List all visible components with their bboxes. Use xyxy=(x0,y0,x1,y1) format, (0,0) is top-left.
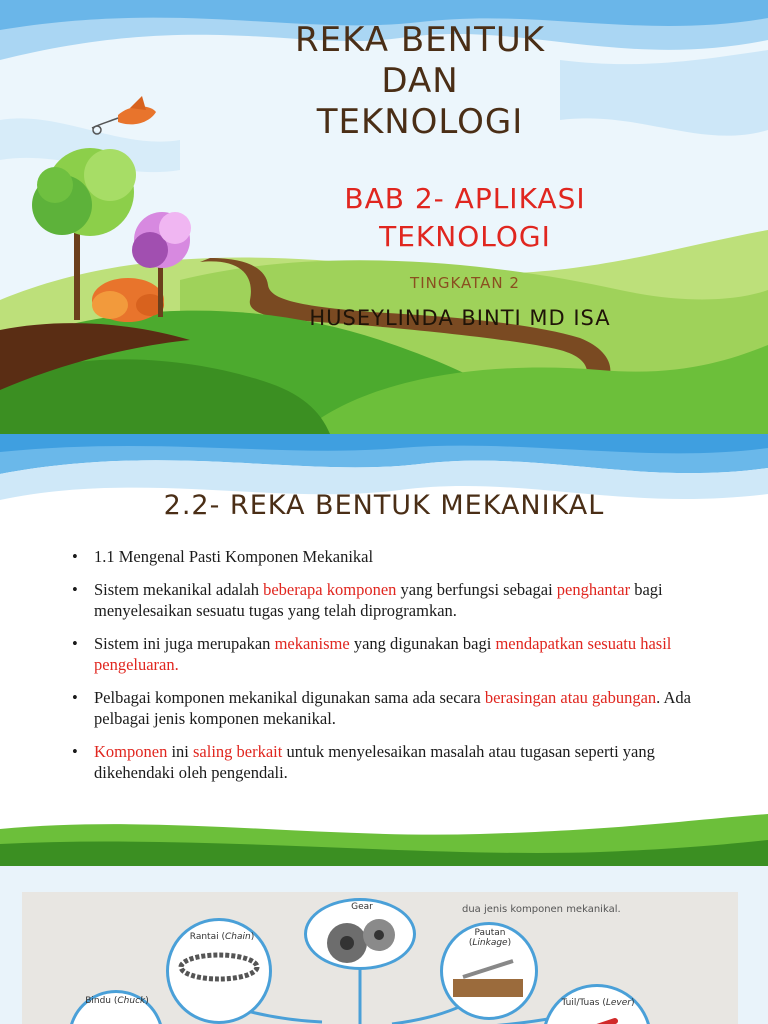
content-slide xyxy=(0,434,768,866)
bullet-icon: • xyxy=(72,742,78,761)
bullet-icon: • xyxy=(72,547,78,566)
list-item: • Sistem mekanikal adalah beberapa komponen yang berfungsi sebagai penghantar bagi menyelesaikan sesuatu tugas yang telah diprogramkan. xyxy=(72,580,663,620)
lever-label: Tuil/Tuas (Lever) xyxy=(561,998,635,1008)
highlight-text: Komponen xyxy=(94,742,168,761)
presentation-title: REKA BENTUK DAN TEKNOLOGI xyxy=(294,20,546,142)
list-item: • Komponen ini saling berkait untuk menyelesaikan masalah atau tugasan seperti yang dikehendaki oleh pengendali. xyxy=(72,742,655,782)
bullet-icon: • xyxy=(72,580,78,599)
highlight-text: beberapa komponen xyxy=(263,580,397,599)
bullet-list xyxy=(72,546,712,795)
bullet-icon: • xyxy=(72,688,78,707)
list-item: • 1.1 Mengenal Pasti Komponen Mekanikal xyxy=(72,547,374,566)
gear-label: Gear xyxy=(351,902,373,912)
linkage-label: Pautan (Linkage) xyxy=(468,928,512,948)
list-item: • Sistem ini juga merupakan mekanisme yang digunakan bagi mendapatkan sesuatu hasil pengeluaran. xyxy=(72,634,672,674)
highlight-text: berasingan atau gabungan xyxy=(484,688,657,707)
diagram-caption: dua jenis komponen mekanikal. xyxy=(462,904,621,915)
component-diagram xyxy=(22,892,738,1024)
form-level: TINGKATAN 2 xyxy=(410,274,520,292)
section-title: 2.2- REKA BENTUK MEKANIKAL xyxy=(163,490,605,521)
highlight-text: penghantar xyxy=(556,580,631,599)
bullet-icon: • xyxy=(72,634,78,653)
chain-label: Rantai (Chain) xyxy=(189,932,255,942)
chapter-title: BAB 2- APLIKASI TEKNOLOGI xyxy=(344,182,586,253)
list-item: • Pelbagai komponen mekanikal digunakan sama ada secara berasingan atau gabungan. Ada pelbagai jenis komponen mekanikal. xyxy=(72,688,692,728)
highlight-text: mekanisme xyxy=(274,634,350,653)
highlight-text: mendapatkan sesuatu hasil pengeluaran. xyxy=(94,634,672,674)
title-slide xyxy=(0,0,768,434)
author-name: HUSEYLINDA BINTI MD ISA xyxy=(309,306,611,330)
chuck-label: Bindu (Chuck) xyxy=(85,996,149,1006)
highlight-text: saling berkait xyxy=(193,742,283,761)
components-slide xyxy=(0,866,768,1024)
